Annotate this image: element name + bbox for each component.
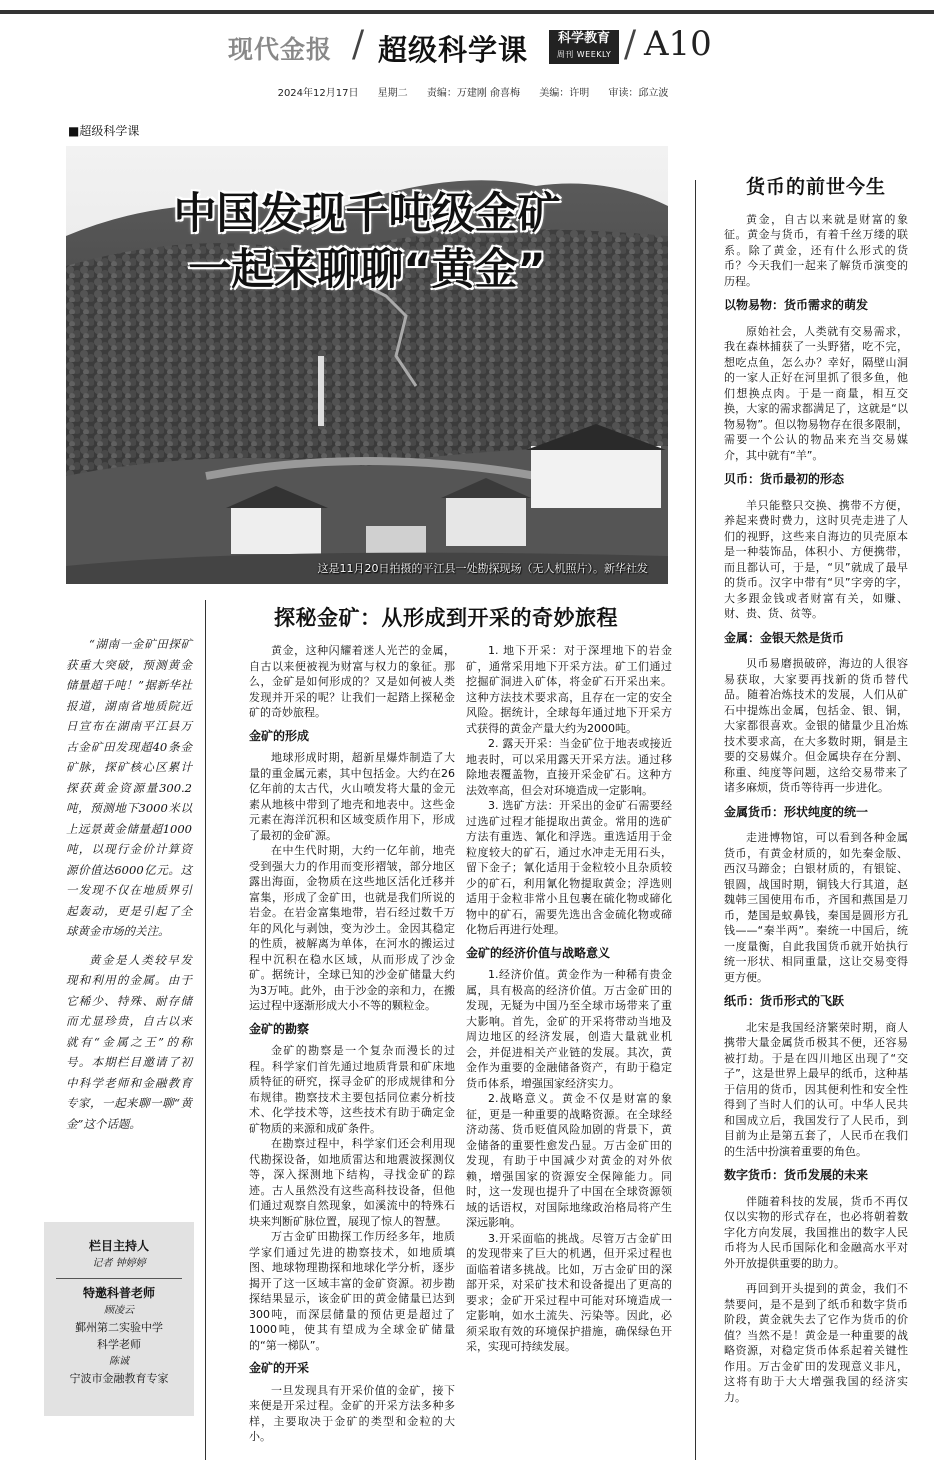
sidebar-paragraph-paper: 北宋是我国经济繁荣时期，商人携带大量金属货币极其不便，还容易被打劫。于是在四川地区出现了“交子”，这是世界上最早的纸币，这种基于信用的货币，因其便利性和安全性得到了当时人们的认可。中华人民共和国成立后，我国发行了人民币，到目前为止是第五套了，人民币在我们的生活中扮演着重要的角色。 (724, 1020, 908, 1158)
headline-line-1: 中国发现千吨级金矿 (173, 189, 561, 239)
hero-photo (66, 146, 668, 584)
article-intro: 黄金，这种闪耀着迷人光芒的金属，自古以来便被视为财富与权力的象征。那么，金矿是如何形成的？又是如何被人类发现并开采的呢？让我们一起踏上探秘金矿的奇妙旅程。 (249, 644, 455, 719)
sidebar-paragraph-coin: 走进博物馆，可以看到各种金属货币，有黄金材质的，如先秦金版、西汉马蹄金；白银材质的，有银锭、银圆，战国时期，铜钱大行其道，赵魏韩三国使用布币，齐国和燕国是刀币，楚国是蚁鼻钱，秦国是圆形方孔钱——“秦半两”。秦统一中国后，统一度量衡，自此我国货币就开始执行统一形状、相同重量，这让交易变得更方便。 (724, 831, 908, 984)
formation-paragraph-1: 地球形成时期，超新星爆炸制造了大量的重金属元素，其中包括金。大约在26亿年前的太古代，火山喷发将大量的金元素从地核中带到了地壳和地表中。这些金元素在海洋沉积和区域变质作用下，形成了最初的金矿源。 (249, 751, 455, 842)
heading-exploration: 金矿的勘察 (249, 1021, 310, 1036)
guest-1-role: 科学老师 (97, 1338, 141, 1351)
masthead (0, 22, 934, 72)
mining-method-1: 1. 地下开采：对于深埋地下的岩金矿，通常采用地下开采方法。矿工们通过挖掘矿洞进入矿体，将金矿石开采出来。这种方法技术要求高，且存在一定的安全风险。据统计，全球每年通过地下开采方式获得的黄金产量大约为2000吨。 (466, 644, 672, 735)
sidebar-paragraph-shell: 羊只能整只交换、携带不方便，养起来费时费力，这时贝壳走进了人们的视野，这些来自海边的贝壳原本是一种装饰品，体积小、方便携带，而且都认可，于是，“贝”就成了最早的货币。汉字中带有“贝”字旁的字，大多跟金钱或者财富有关，如赚、财、贵、货、贫等。 (724, 498, 908, 620)
value-item-2: 2.战略意义。黄金不仅是财富的象征，更是一种重要的战略资源。在全球经济动荡、货币贬值风险加剧的背景下，黄金储备的重要性愈发凸显。万古金矿田的发现，有助于中国减少对黄金的对外依赖，增强国家的资源安全保障能力。同时，这一发现也提升了中国在全球资源领域的话语权，对国际地缘政治格局将产生深远影响。 (466, 1092, 672, 1229)
sidebar-heading-barter: 以物易物：货币需求的萌发 (724, 298, 869, 312)
badge-bottom: 周刊 WEEKLY (556, 50, 612, 59)
guest-2-name: 陈诚 (109, 1356, 129, 1367)
section-name: 超级科学课 (378, 33, 529, 67)
formation-paragraph-2: 在中生代时期，大约一亿年前，地壳受到强大力的作用而变形褶皱，部分地区露出海面，金物质在这些地区活化迁移并富集，形成了金矿田，也就是我们所说的岩金。在岩金富集地带，岩石经过数千万年的风化与剥蚀，变为沙土。金因其稳定的性质，被解离为单体，在河水的搬运过程中沉积在稳水区域，从而形成了沙金矿。据统计，全球已知的沙金矿储量大约为3万吨。此外，由于沙金的亲和力，在搬运过程中逐渐形成大小不等的颗粒金。 (249, 844, 455, 1012)
sidebar-title: 货币的前世今生 (745, 176, 886, 198)
sidebar-paragraph-metal: 贝币易磨损破碎，海边的人很容易获取，大家要再找新的货币替代品。随着冶炼技术的发展，人们从矿石中提炼出金属，包括金、银、铜，大家都很喜欢。金银的储量少且冶炼技术要求高，在大多数时期，铜是主要的交易媒介。但金属块存在分割、称重、纯度等问题，这给交易带来了诸多麻烦，货币等待再一步进化。 (724, 657, 908, 794)
dateline (0, 84, 934, 99)
host-name: 记者 钟婷婷 (92, 1258, 146, 1269)
section-badge (549, 30, 619, 64)
exploration-paragraph-3: 万古金矿田勘探工作历经多年，地质学家们通过先进的勘察技术，如地质填图、地球物理勘探和地球化学分析，逐步揭开了这一区域丰富的金矿资源。初步勘探结果显示，该金矿田的黄金储量已达到300吨，而深层储量的预估更是超过了1000吨，使其有望成为全球金矿储量的“第一梯队”。 (249, 1230, 455, 1352)
value-list (466, 967, 672, 1355)
heading-value: 金矿的经济价值与战略意义 (466, 945, 611, 960)
intro-sidebar (66, 634, 192, 1134)
host-divider (56, 1278, 182, 1279)
value-item-3: 3.开采面临的挑战。尽管万古金矿田的发现带来了巨大的机遇，但开采过程也面临着诸多挑战。比如，万古金矿田的深部开采，对采矿技术和设备提出了更高的要求；金矿开采过程中可能对环境造成一定影响，如水土流失、污染等。因此，必须采取有效的环境保护措施，确保绿色开采，实现可持续发展。 (466, 1231, 672, 1353)
intro-paragraph-1: “湖南一金矿田探矿获重大突破，预测黄金储量超千吨！”据新华社报道，湖南省地质院近日宣布在湖南平江县万古金矿田发现超40条金矿脉，探矿核心区累计探获黄金资源量300.2吨，预测地下3000米以上远景黄金储量超1000吨，以现行金价计算资源价值达6000亿元。这一发现不仅在地质界引起轰动，更是引起了全球黄金市场的关注。 (66, 637, 192, 938)
hero-headline (66, 186, 668, 298)
mining-method-2: 2. 露天开采：当金矿位于地表或接近地表时，可以采用露天开采方法。通过移除地表覆盖物，直接开采金矿石。这种方法效率高，但会对环境造成一定影响。 (466, 737, 672, 797)
paper-name: 现代金报 (228, 35, 333, 64)
currency-sidebar (724, 176, 908, 1405)
mining-intro: 一旦发现具有开采价值的金矿，接下来便是开采过程。金矿的开采方法多种多样，主要取决于金矿的类型和金粒的大小。 (249, 1383, 455, 1443)
editors: 责编：万建刚 俞喜梅 (426, 88, 521, 99)
sidebar-heading-shell: 贝币：货币最初的形态 (724, 472, 845, 486)
photo-caption: 这是11月20日拍摄的平江县一处勘探现场（无人机照片）。新华社发 (317, 562, 648, 575)
column-tag: ■超级科学课 (68, 124, 140, 138)
sidebar-heading-paper: 纸币：货币形式的飞跃 (724, 994, 845, 1008)
designer: 美编：许明 (539, 88, 590, 99)
heading-formation: 金矿的形成 (249, 728, 310, 743)
sidebar-paragraph-digital: 伴随着科技的发展，货币不再仅仅以实物的形式存在，也必将朝着数字化方向发展，我国推出的数字人民币将为人民币国际化和金融高水平对外开放提供重要的助力。 (724, 1194, 908, 1270)
host-title: 栏目主持人 (88, 1239, 149, 1253)
exploration-paragraph-1: 金矿的勘察是一个复杂而漫长的过程。科学家们首先通过地质背景和矿床地质特征的研究，探寻金矿的形成规律和分布规律。勘察技术主要包括同位素分析技术、化学技术等，这些技术有助于确定金矿物质的来源和成矿条件。 (249, 1044, 455, 1135)
heading-mining: 金矿的开采 (249, 1361, 310, 1375)
article-column-2 (466, 643, 672, 1355)
column-divider-right (695, 180, 696, 1460)
top-rule (0, 10, 934, 14)
masthead-slash-2: / (624, 24, 637, 65)
reviewer: 审读：邱立波 (608, 88, 669, 99)
page-number: A10 (644, 24, 712, 64)
sidebar-heading-metal: 金属：金银天然是货币 (724, 630, 845, 645)
sidebar-intro: 黄金，自古以来就是财富的象征。黄金与货币，有着千丝万缕的联系。除了黄金，还有什么形式的货币？今天我们一起来了解货币演变的历程。 (724, 212, 908, 288)
article-column-1 (249, 643, 455, 1445)
host-box (44, 1222, 194, 1416)
column-divider-left (205, 600, 206, 1460)
mining-methods-list (466, 643, 672, 938)
intro-paragraph-2: 黄金是人类较早发现和利用的金属。由于它稀少、特殊、耐存储而尤显珍贵，自古以来就有“金属之王”的称号。本期栏目邀请了初中科学老师和金融教育专家，一起来聊一聊“黄金”这个话题。 (66, 952, 192, 1131)
guest-1-org: 鄞州第二实验中学 (75, 1321, 163, 1334)
sidebar-paragraph-barter: 原始社会，人类就有交易需求，我在森林捕获了一头野猪，吃不完，想吃点鱼，怎么办？幸好，隔壁山洞的一家人正好在河里抓了很多鱼，他们想换点肉。于是一商量，相互交换，大家的需求都满足了，这就是“以物易物”。但以物易物存在很多限制，需要一个公认的物品来充当交易媒介，其中就有“羊”。 (724, 324, 908, 462)
exploration-paragraph-2: 在勘察过程中，科学家们还会利用现代勘探设备，如地质雷达和地震波探测仪等，深入探测地下结构，寻找金矿的踪迹。古人虽然没有这些高科技设备，但他们通过观察自然现象，如溪流中的特殊石块来判断矿脉位置，展现了惊人的智慧。 (249, 1137, 455, 1228)
guests-title: 特邀科普老师 (82, 1286, 155, 1300)
sidebar-heading-coin: 金属货币：形状纯度的统一 (724, 804, 869, 819)
headline-line-2: 一起来聊聊“黄金” (188, 245, 546, 295)
guest-2-role: 宁波市金融教育专家 (69, 1372, 169, 1385)
sidebar-heading-digital: 数字货币：货币发展的未来 (724, 1168, 869, 1182)
masthead-slash: / (352, 24, 365, 65)
mining-method-3: 3. 选矿方法：开采出的金矿石需要经过选矿过程才能提取出黄金。常用的选矿方法有重选、氰化和浮选。重选适用于金粒度较大的矿石，通过水冲走无用石头，留下金子；氰化适用于金粒较小且杂质较少的矿石，利用氰化物提取黄金；浮选则适用于金粒非常小且包裹在硫化物或碲化物中的矿石，需要先选出含金硫化物或碲化物后再进行处理。 (466, 799, 672, 936)
guest-1-name: 顾凌云 (104, 1305, 134, 1316)
value-item-1: 1.经济价值。黄金作为一种稀有贵金属，具有极高的经济价值。万古金矿田的发现，无疑为中国乃至全球市场带来了重大影响。首先，金矿的开采将带动当地及周边地区的经济发展，创造大量就业机会，并促进相关产业链的发展。其次，黄金作为重要的金融储备资产，有助于稳定货币体系，增强国家经济实力。 (466, 968, 672, 1090)
sidebar-paragraph-conclusion: 再回到开头提到的黄金，我们不禁要问，是不是到了纸币和数字货币阶段，黄金就失去了它作为货币的价值？当然不是！黄金是一种重要的战略资源，对稳定货币体系起着关键性作用。万古金矿田的发现意义非凡，这将有助于大大增强我国的经济实力。 (724, 1282, 908, 1404)
badge-top: 科学教育 (557, 31, 610, 46)
date: 2024年12月17日 (277, 88, 359, 99)
article-title: 探秘金矿：从形成到开采的奇妙旅程 (274, 606, 618, 630)
weekday: 星期二 (377, 88, 408, 99)
